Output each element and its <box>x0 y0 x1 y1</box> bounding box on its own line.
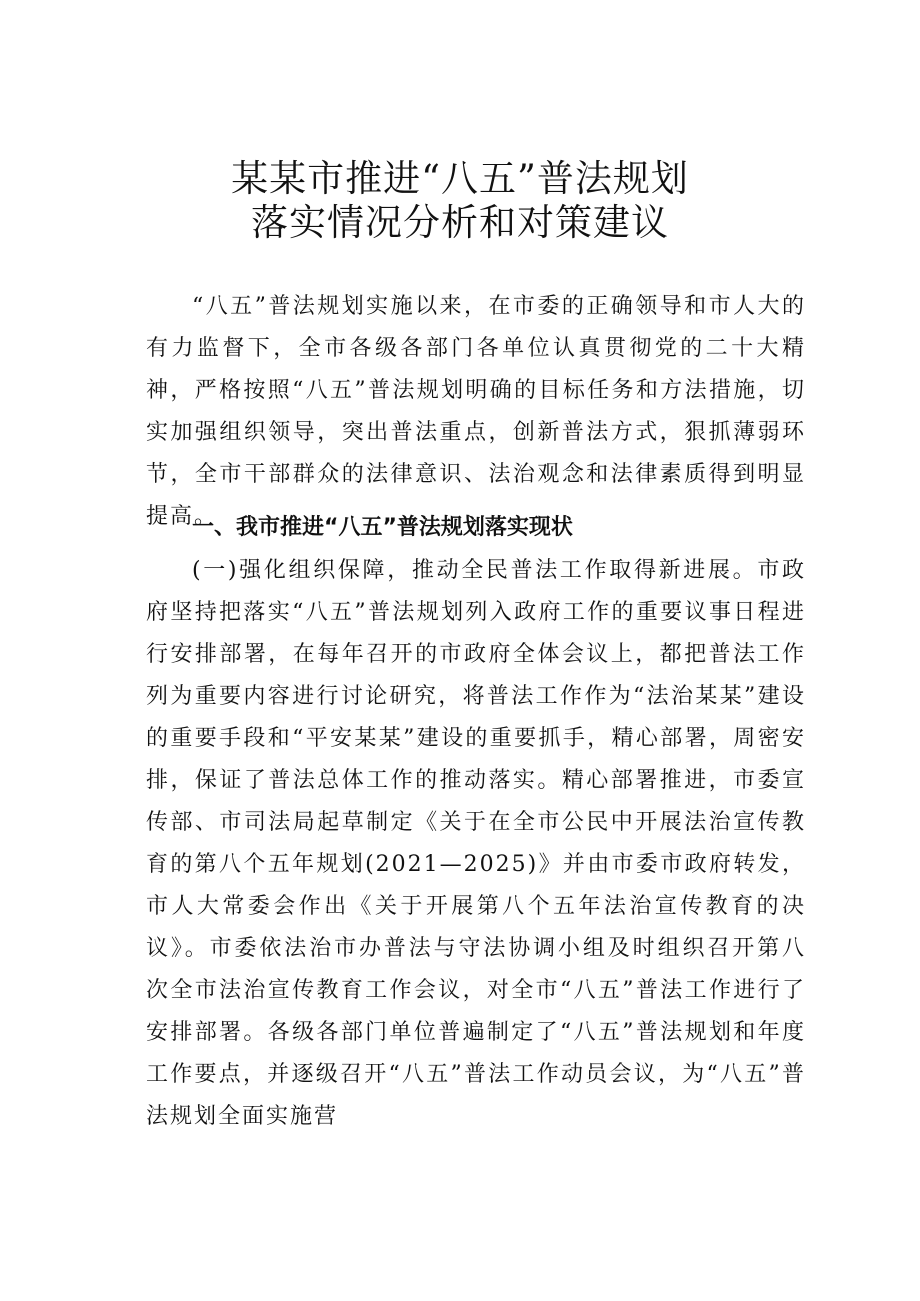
document-title-line-2: 落实情况分析和对策建议 <box>251 201 669 244</box>
document-title-line-1: 某某市推进“八五”普法规划 <box>231 157 689 200</box>
intro-paragraph: “八五”普法规划实施以来，在市委的正确领导和市人大的有力监督下，全市各级各部门各单位认真贯彻党的二十大精神，严格按照“八五”普法规划明确的目标任务和方法措施，切实加强组织领导，突出普法重点，创新普法方式，狠抓薄弱环节，全市干部群众的法律意识、法治观念和法律素质得到明显提高。 <box>146 294 806 529</box>
section-paragraph: (一)强化组织保障，推动全民普法工作取得新进展。市政府坚持把落实“八五”普法规划列入政府工作的重要议事日程进行安排部署，在每年召开的市政府全体会议上，都把普法工作列为重要内容进行讨论研究，将普法工作作为“法治某某”建设的重要手段和“平安某某”建设的重要抓手，精心部署，周密安排，保证了普法总体工作的推动落实。精心部署推进，市委宣传部、市司法局起草制定《关于在全市公民中开展法治宣传教育的第八个五年规划(2021—2025)》并由市委市政府转发，市人大常委会作出《关于开展第八个五年法治宣传教育的决议》。市委依法治市办普法与守法协调小组及时组织召开第八次全市法治宣传教育工作会议，对全市“八五”普法工作进行了安排部署。各级各部门单位普遍制定了“八五”普法规划和年度工作要点，并逐级召开“八五”普法工作动员会议，为“八五”普法规划全面实施营 <box>146 558 806 1129</box>
section-heading: 一、我市推进“八五”普法规划落实现状 <box>192 515 573 540</box>
